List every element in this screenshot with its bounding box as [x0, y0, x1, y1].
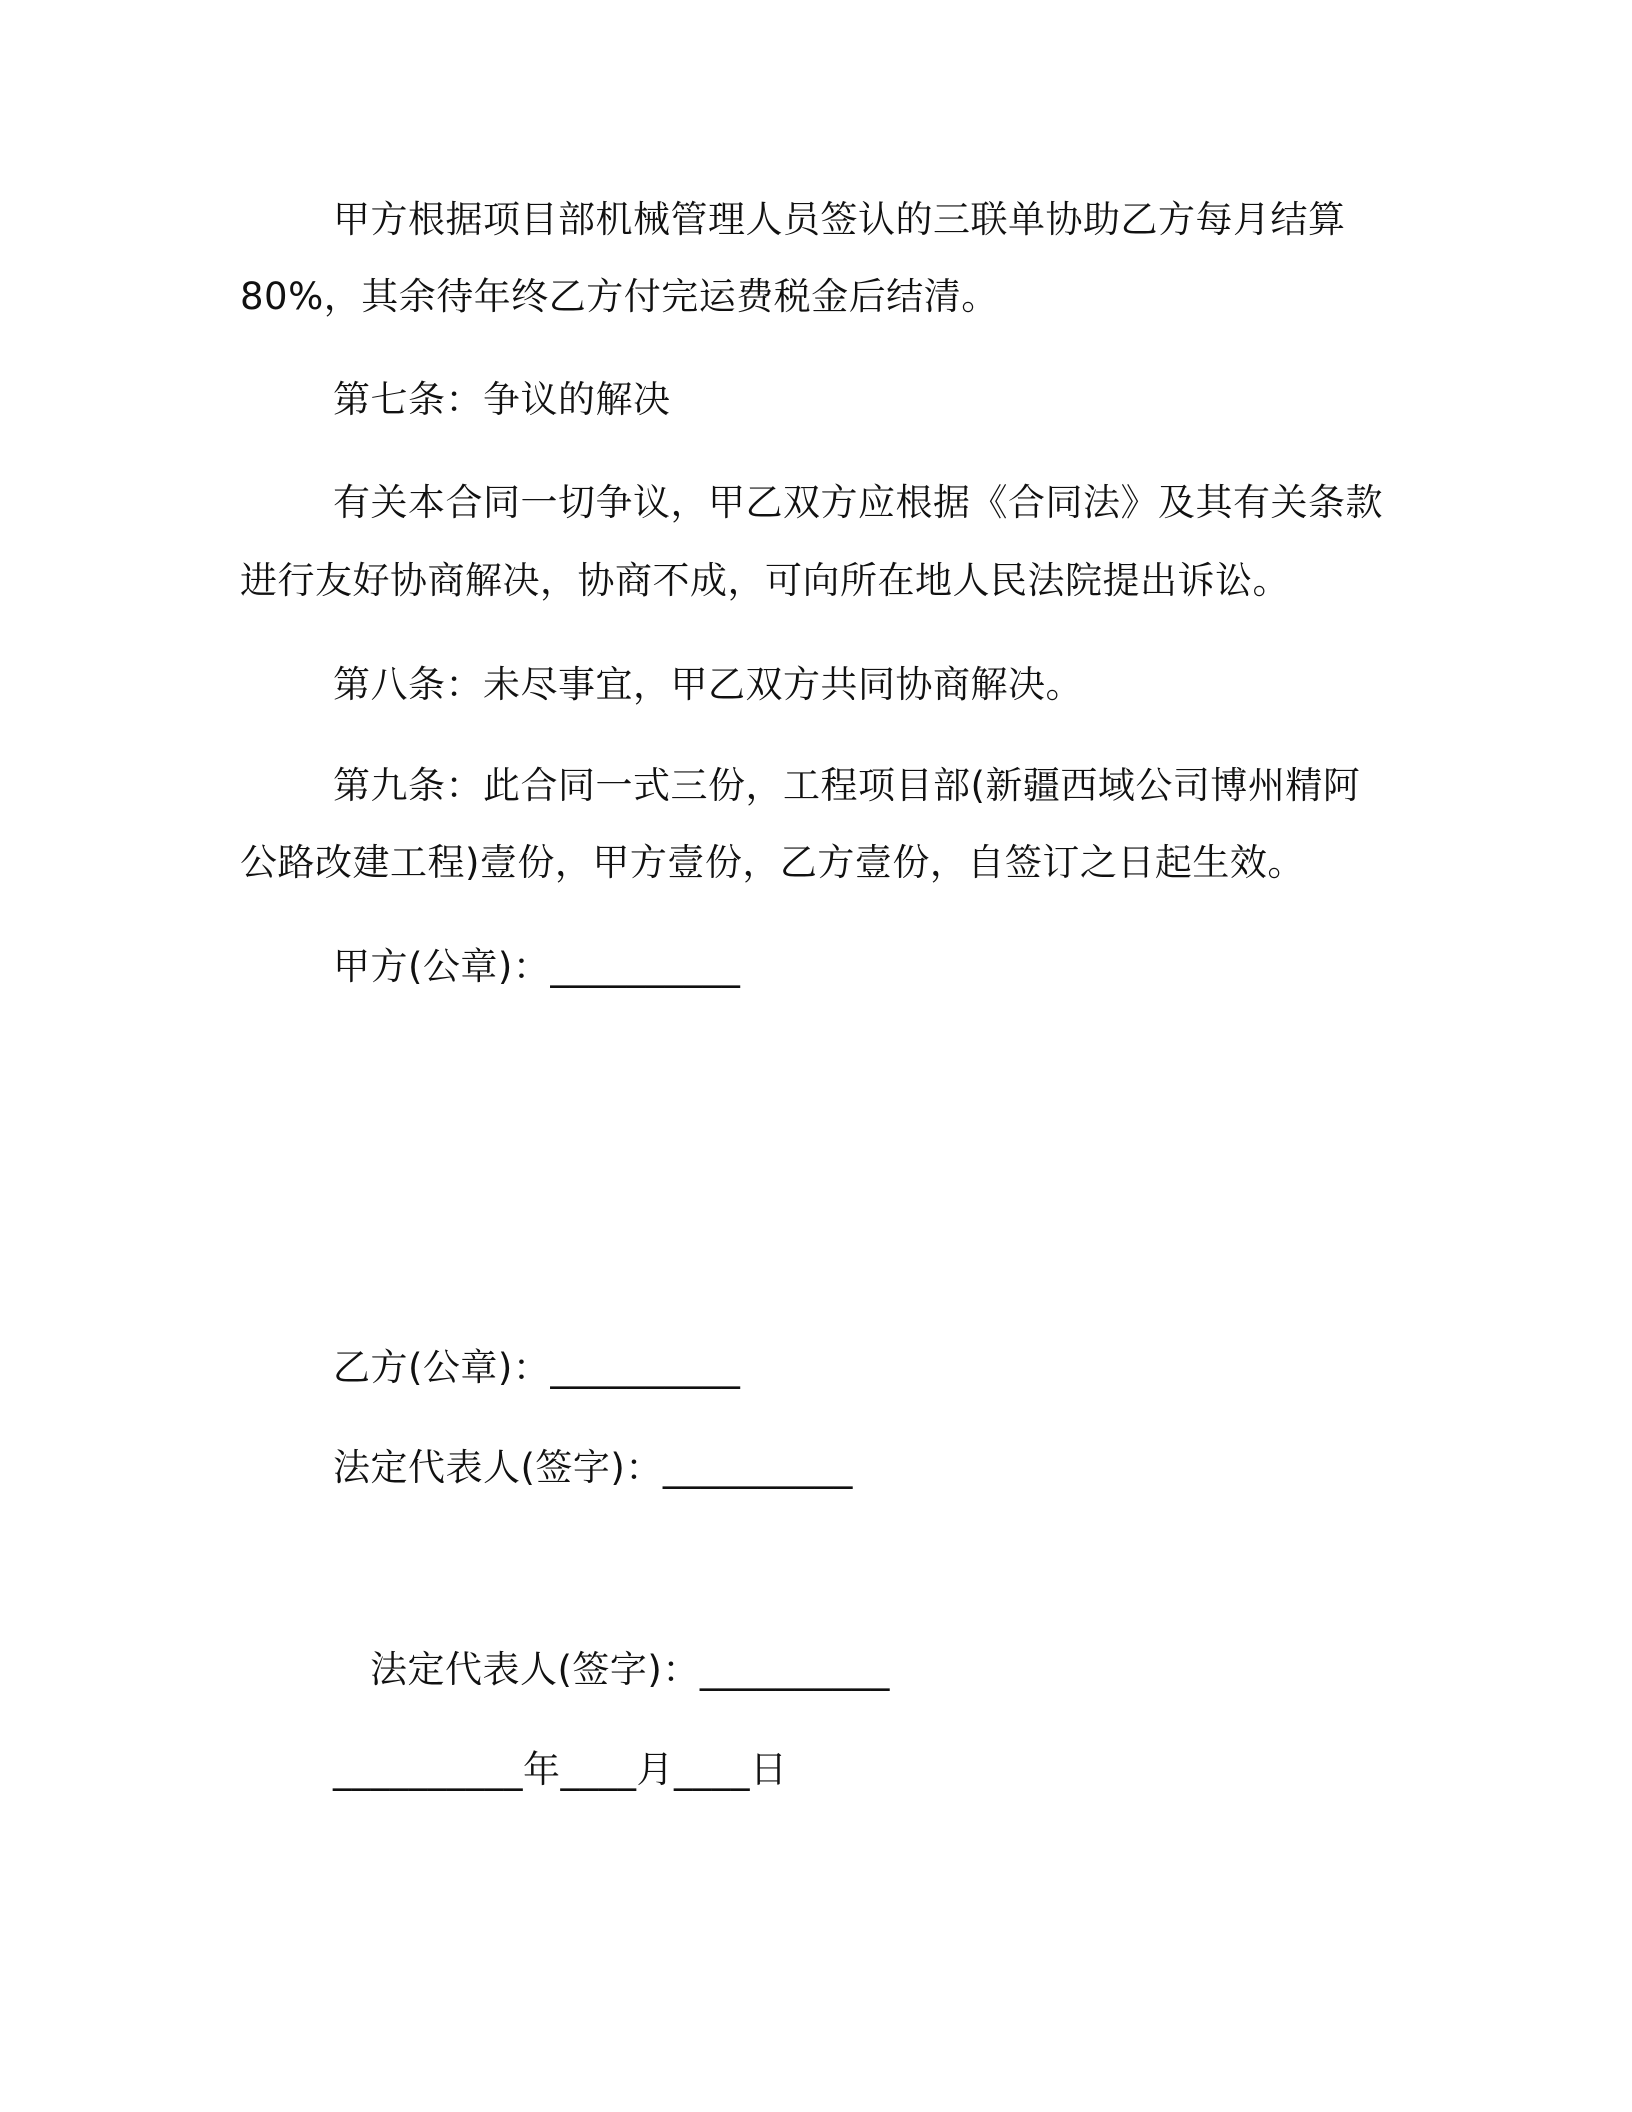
party-a-seal-line: 甲方(公章)：__________: [333, 945, 741, 988]
article-8: 第八条：未尽事宜，甲乙双方共同协商解决。: [333, 663, 1083, 706]
dispute-clause-line-1: 有关本合同一切争议，甲乙双方应根据《合同法》及其有关条款: [333, 481, 1383, 524]
legal-representative-signature-2: 法定代表人(签字)：__________: [370, 1648, 890, 1691]
payment-clause-line-2: 80%，其余待年终乙方付完运费税金后结清。: [240, 275, 999, 318]
article-7-title: 第七条：争议的解决: [333, 378, 671, 421]
payment-clause-line-1: 甲方根据项目部机械管理人员签认的三联单协助乙方每月结算: [333, 198, 1346, 241]
article-9-line-2: 公路改建工程)壹份，甲方壹份，乙方壹份，自签订之日起生效。: [240, 841, 1305, 884]
signing-date: __________年____月____日: [333, 1748, 788, 1791]
dispute-clause-line-2: 进行友好协商解决，协商不成，可向所在地人民法院提出诉讼。: [240, 559, 1290, 602]
article-9-line-1: 第九条：此合同一式三份，工程项目部(新疆西域公司博州精阿: [333, 764, 1361, 807]
legal-representative-signature-1: 法定代表人(签字)：__________: [333, 1446, 853, 1489]
party-b-seal-line: 乙方(公章)：__________: [333, 1346, 741, 1389]
